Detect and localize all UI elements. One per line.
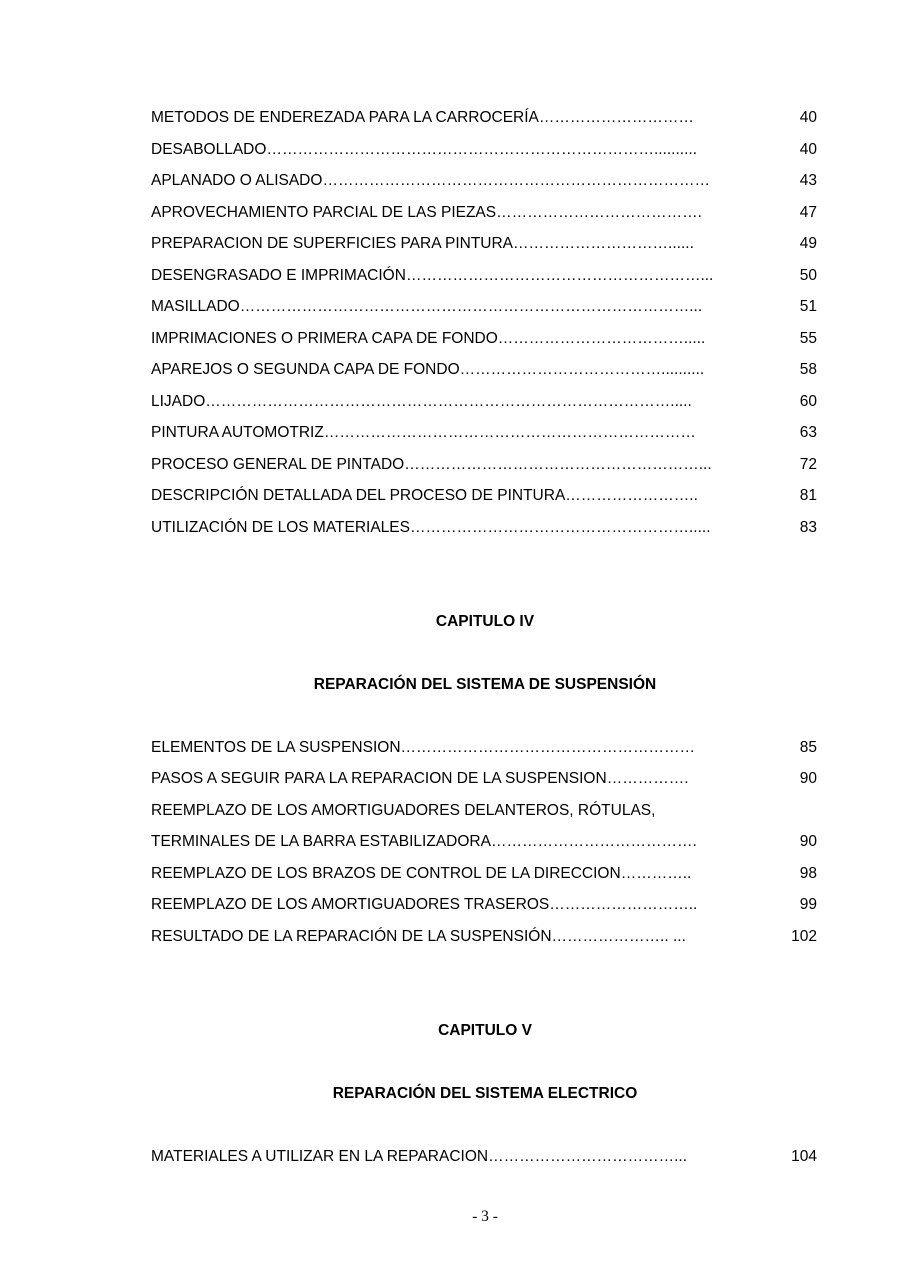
toc-page-number: 55 [799,330,817,347]
toc-page-number: 51 [799,298,817,315]
page-number: - 3 - [472,1208,498,1225]
toc-entry-title: UTILIZACIÓN DE LOS MATERIALES [151,519,410,536]
toc-page-number: 98 [799,865,817,882]
toc-page-number: 99 [799,896,817,913]
toc-entry [151,234,817,254]
toc-entry [151,203,817,223]
toc-entry-title: APAREJOS O SEGUNDA CAPA DE FONDO [151,361,460,378]
toc-leader: ………………………………... [488,1148,687,1165]
chapter-title: REPARACIÓN DEL SISTEMA ELECTRICO [332,1085,638,1102]
toc-leader: ………….. [620,865,692,882]
toc-entry [151,832,817,852]
toc-leader: …………………………………. [490,833,697,850]
toc-leader: ………………………… [538,109,694,126]
toc-entry-title: PREPARACION DE SUPERFICIES PARA PINTURA [151,235,514,252]
toc-entry [151,486,817,506]
toc-leader: …………………………………. [496,204,702,221]
toc-leader: ………………………………………………… [400,739,696,756]
toc-leader: ………………………………..... [497,330,706,347]
toc-entry-title: REEMPLAZO DE LOS AMORTIGUADORES TRASEROS [151,896,550,913]
toc-entry-title: DESENGRASADO E IMPRIMACIÓN [151,267,406,284]
toc-entry-title: REEMPLAZO DE LOS AMORTIGUADORES DELANTEROS, RÓTULAS, [151,802,656,819]
toc-entry-title: PINTURA AUTOMOTRIZ [151,424,324,441]
toc-page-number: 49 [799,235,817,252]
toc-entry-title: TERMINALES DE LA BARRA ESTABILIZADORA [151,833,491,850]
toc-leader: ………………………………….......... [459,361,705,378]
toc-page-number: 90 [799,770,817,787]
toc-entry [151,108,817,128]
toc-leader: …………………….. [565,487,698,504]
toc-entry [151,297,817,317]
toc-entry [151,455,817,475]
toc-entry [151,171,817,191]
toc-page-number: 50 [799,267,817,284]
toc-entry [151,1147,817,1167]
toc-page-number: 43 [799,172,817,189]
toc-entry [151,392,817,412]
toc-entry-title: IMPRIMACIONES O PRIMERA CAPA DE FONDO [151,330,498,347]
toc-entry-title: REEMPLAZO DE LOS BRAZOS DE CONTROL DE LA DIRECCION [151,865,621,882]
toc-entry [151,360,817,380]
toc-leader: ………………………………………………………………………………..... [205,393,692,410]
toc-entry-title: ELEMENTOS DE LA SUSPENSION [151,739,401,756]
toc-entry [151,738,817,758]
toc-entry-title: LIJADO [151,393,206,410]
toc-entry [151,927,817,947]
toc-entry-title: DESCRIPCIÓN DETALLADA DEL PROCESO DE PINTURA [151,487,566,504]
toc-leader: ……………………………………………………………… [323,424,696,441]
toc-leader: ……………………….. [549,896,698,913]
toc-entry-title: MATERIALES A UTILIZAR EN LA REPARACION [151,1148,489,1165]
chapter-label: CAPITULO V [438,1022,532,1039]
toc-entry-title: DESABOLLADO [151,141,267,158]
toc-leader: ………………………………………………………………… [322,172,710,189]
toc-entry [151,423,817,443]
toc-leader: …………………………...... [513,235,694,252]
toc-entry [151,864,817,884]
toc-entry-title: APLANADO O ALISADO [151,172,323,189]
toc-entry-title: APROVECHAMIENTO PARCIAL DE LAS PIEZAS [151,204,497,221]
toc-page-number: 40 [799,141,817,158]
toc-page-number: 63 [799,424,817,441]
toc-entry-title: METODOS DE ENDEREZADA PARA LA CARROCERÍA [151,109,539,126]
toc-leader: …………………………………………………... [404,456,712,473]
toc-page-number: 40 [799,109,817,126]
toc-page-number: 104 [791,1148,817,1165]
toc-page-number: 72 [799,456,817,473]
toc-entry [151,518,817,538]
toc-leader: ……………………………………………………………………………... [239,298,703,315]
toc-entry [151,266,817,286]
toc-page-number: 102 [791,928,817,945]
toc-page-number: 85 [799,739,817,756]
toc-page-number: 47 [799,204,817,221]
toc-leader: ………………………………………………..... [409,519,711,536]
toc-entry-title: PASOS A SEGUIR PARA LA REPARACION DE LA SUSPENSION [151,770,607,787]
toc-entry-title: RESULTADO DE LA REPARACIÓN DE LA SUSPENSIÓN [151,928,552,945]
toc-page-number: 60 [799,393,817,410]
toc-entry [151,329,817,349]
toc-page-number: 90 [799,833,817,850]
toc-entry [151,801,817,821]
toc-entry [151,140,817,160]
chapter-label: CAPITULO IV [435,613,535,630]
chapter-title: REPARACIÓN DEL SISTEMA DE SUSPENSIÓN [313,676,657,693]
toc-leader: …………………………………………………... [405,267,714,284]
toc-leader: ………………………………………………………………….......... [266,141,698,158]
toc-page-number: 83 [799,519,817,536]
toc-entry [151,895,817,915]
toc-page-number: 58 [799,361,817,378]
toc-leader: ………………….. ... [551,928,686,945]
toc-page-number: 81 [799,487,817,504]
toc-leader: ……………. [606,770,689,787]
toc-entry [151,769,817,789]
toc-entry-title: MASILLADO [151,298,240,315]
toc-entry-title: PROCESO GENERAL DE PINTADO [151,456,405,473]
